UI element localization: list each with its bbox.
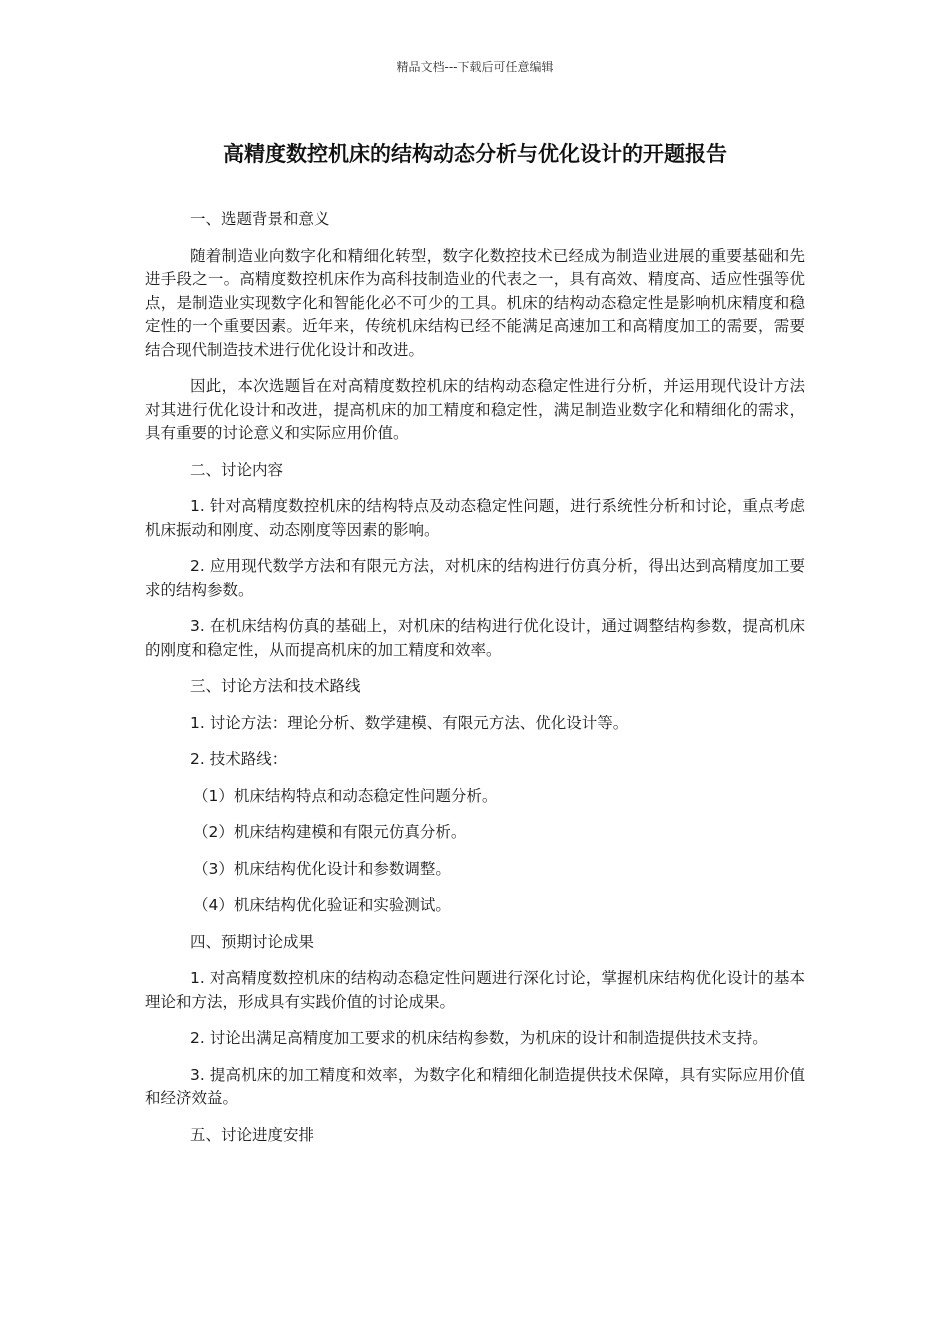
paragraph-purpose: 因此，本次选题旨在对高精度数控机床的结构动态稳定性进行分析，并运用现代设计方法对其进行优化设计和改进，提高机床的加工精度和稳定性，满足制造业数字化和精细化的需求，具有重要的讨论意义和实际应用价值。 [145, 377, 805, 442]
results-item-3: 3. 提高机床的加工精度和效率，为数字化和精细化制造提供技术保障，具有实际应用价值和经济效益。 [145, 1065, 805, 1107]
content-item-3: 3. 在机床结构仿真的基础上，对机床的结构进行优化设计，通过调整结构参数，提高机床的刚度和稳定性，从而提高机床的加工精度和效率。 [145, 617, 805, 659]
results-item-1: 1. 对高精度数控机床的结构动态稳定性问题进行深化讨论，掌握机床结构优化设计的基本理论和方法，形成具有实践价值的讨论成果。 [145, 969, 805, 1011]
content-item-1: 1. 针对高精度数控机床的结构特点及动态稳定性问题，进行系统性分析和讨论，重点考虑机床振动和刚度、动态刚度等因素的影响。 [145, 497, 805, 539]
route-step-1: （1）机床结构特点和动态稳定性问题分析。 [193, 786, 498, 805]
section-heading-methods: 三、讨论方法和技术路线 [190, 677, 361, 695]
section-heading-schedule: 五、讨论进度安排 [190, 1125, 315, 1144]
section-heading-content: 二、讨论内容 [190, 460, 284, 479]
methods-item-2: 2. 技术路线： [190, 750, 288, 768]
route-step-4: （4）机床结构优化验证和实验测试。 [193, 896, 451, 914]
methods-item-1: 1. 讨论方法：理论分析、数学建模、有限元方法、优化设计等。 [190, 713, 629, 732]
section-heading-background: 一、选题背景和意义 [190, 210, 330, 228]
route-step-2: （2）机床结构建模和有限元仿真分析。 [193, 823, 467, 841]
content-item-2: 2. 应用现代数学方法和有限元方法，对机床的结构进行仿真分析，得出达到高精度加工要求的结构参数。 [145, 557, 805, 599]
document-body [145, 208, 805, 1160]
paragraph-background: 随着制造业向数字化和精细化转型，数字化数控技术已经成为制造业进展的重要基础和先进手段之一。高精度数控机床作为高科技制造业的代表之一，具有高效、精度高、适应性强等优点，是制造业实现数字化和智能化必不可少的工具。机床的结构动态稳定性是影响机床精度和稳定性的一个重要因素。近年来，传统机床结构已经不能满足高速加工和高精度加工的需要，需要结合现代制造技术进行优化设计和改进。 [145, 246, 805, 359]
document-title: 高精度数控机床的结构动态分析与优化设计的开题报告 [223, 142, 727, 166]
route-step-3: （3）机床结构优化设计和参数调整。 [193, 859, 451, 878]
page-header-note: 精品文档---下载后可任意编辑 [396, 60, 554, 74]
results-item-2: 2. 讨论出满足高精度加工要求的机床结构参数，为机床的设计和制造提供技术支持。 [190, 1029, 768, 1047]
section-heading-results: 四、预期讨论成果 [190, 932, 315, 951]
